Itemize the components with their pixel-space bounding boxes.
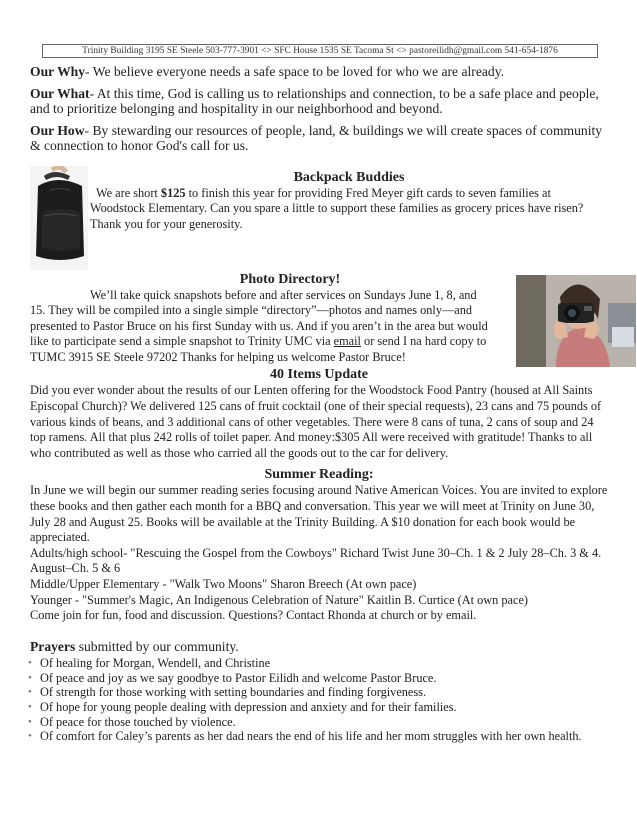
prayer-item: • Of hope for young people dealing with depression and anxiety and for their families.	[30, 700, 608, 715]
photo-directory-body-post: or send I na hard copy to TUMC 3915 SE Steele 97202 Thanks for helping us welcome Pastor Bruce!	[30, 334, 487, 364]
summer-reading-younger: Younger - "Summer's Magic, An Indigenous Celebration of Nature" Kaitlin B. Curtice (At own pace)	[30, 592, 528, 607]
photo-directory-section	[30, 272, 608, 366]
photo-directory-body	[30, 288, 493, 366]
prayer-item: • Of peace and joy as we say goodbye to Pastor Eilidh and welcome Pastor Bruce.	[30, 671, 608, 686]
our-what	[30, 86, 608, 117]
backpack-buddies-section	[30, 166, 608, 262]
camera-photo	[516, 275, 636, 367]
our-what-text: - At this time, God is calling us to relationships and connection, to be a safe place and people, and to prioritize belonging and hospitality in our neighborhood and beyond.	[30, 85, 599, 116]
newsletter-page	[30, 44, 608, 744]
backpack-body-post: to finish this year for providing Fred Meyer gift cards to seven families at Woodstock Elementary. Can you spare a little to support these families as grocery prices have risen? Thank you for your generosity.	[90, 185, 584, 231]
prayer-item: • Of strength for those working with setting boundaries and finding forgiveness.	[30, 685, 608, 700]
photo-directory-title: Photo Directory!	[239, 271, 341, 287]
summer-reading-title: Summer Reading:	[264, 467, 374, 483]
prayers-heading	[30, 639, 608, 655]
our-why-label: Our Why	[30, 64, 86, 79]
backpack-title: Backpack Buddies	[293, 169, 405, 185]
prayers-label: Prayers	[30, 638, 76, 654]
backpack-body	[90, 186, 608, 233]
summer-reading-intro: In June we will begin our summer reading series focusing around Native American Voices. You are invited to explore these books and then gather each month for a BBQ and conversation. This year we will meet at Trinity on June 30, July 28 and August 25. Books will be available at the Trinity Building. A $10 donation for each book would be appreciated.	[30, 483, 608, 545]
summer-reading-adults: Adults/high school- "Rescuing the Gospel from the Cowboys" Richard Twist June 30–Ch. 1 & 2 July 28–Ch. 3 & 4. August–Ch. 5 & 6	[30, 545, 602, 576]
our-how-text: - By stewarding our resources of people, land, & buildings we will create spaces of community & connection to honor God's call for us.	[30, 122, 603, 153]
prayer-item: • Of peace for those touched by violence.	[30, 715, 608, 730]
photo-directory-body-pre: We’ll take quick snapshots before and after services on Sundays June 1, 8, and 15. They will be compiled into a single simple “directory”—photos and names only—and presented to Pastor Bruce on his first Sunday with us. And if you aren’t in the area but would like to participate send a simple snapshot to Trinity UMC via	[30, 287, 488, 349]
backpack-body-pre: We are short	[96, 185, 161, 200]
our-how	[30, 123, 608, 154]
our-why	[30, 64, 608, 80]
prayers-heading-rest: submitted by our community.	[75, 638, 239, 654]
prayers-list	[30, 656, 608, 744]
forty-items-title: 40 Items Update	[270, 367, 368, 383]
backpack-amount: $125	[160, 185, 186, 200]
email-link[interactable]: email	[333, 334, 361, 349]
backpack-illustration	[30, 166, 88, 270]
camera-illustration	[516, 275, 636, 367]
prayer-item: • Of healing for Morgan, Wendell, and Christine	[30, 656, 608, 671]
forty-items-body: Did you ever wonder about the results of our Lenten offering for the Woodstock Food Pantry (housed at All Saints Episcopal Church)? We delivered 125 cans of fruit cocktail (one of their special requests), 23 cans and 75 pounds of various kinds of beans, and 3 additional cans of other vegetables. There were 8 cans of tuna, 2 cans of soup and 24 top ramens. All that plus 242 rolls of toilet paper. And money:$305 All were received with gratitude! Thanks to all who contributed as well as those who carried all the goods out to the car for delivery.	[30, 383, 602, 460]
photo-directory-text-block	[30, 288, 493, 366]
address-bar: Trinity Building 3195 SE Steele 503-777-3901 <> SFC House 1535 SE Tacoma St <> pastoreilidh@gmail.com 541-654-1876	[42, 44, 598, 58]
prayer-item: • Of comfort for Caley’s parents as her dad nears the end of his life and her mom struggles with her own health.	[30, 729, 608, 744]
our-what-label: Our What	[30, 85, 90, 101]
summer-reading-closing: Come join for fun, food and discussion. Questions? Contact Rhonda at church or by email.	[30, 608, 477, 623]
backpack-photo	[30, 166, 88, 270]
our-how-label: Our How	[30, 122, 85, 138]
prayers-section	[30, 639, 608, 744]
summer-reading-middle: Middle/Upper Elementary - "Walk Two Moons" Sharon Breech (At own pace)	[30, 577, 417, 591]
backpack-text-block	[90, 170, 608, 233]
forty-items-section	[30, 367, 608, 461]
summer-reading-section	[30, 467, 608, 623]
our-why-text: - We believe everyone needs a safe space to be loved for who we are already.	[85, 64, 505, 79]
